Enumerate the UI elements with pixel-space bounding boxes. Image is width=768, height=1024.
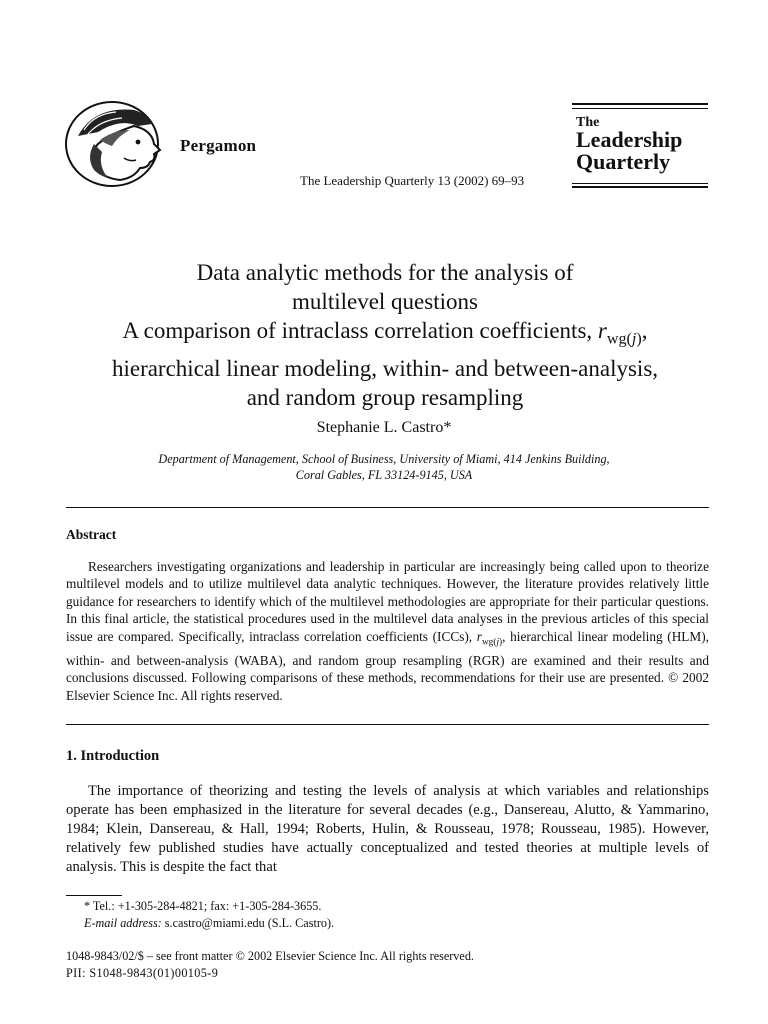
article-title [40, 258, 730, 412]
abstract-rwg-symbol: r [476, 628, 482, 644]
footnote-rule [66, 895, 122, 896]
title-rwg-subscript: wg( [606, 330, 632, 348]
introduction-text: The importance of theorizing and testing the levels of analysis at which variables and relationships operate has been emphasized in the literature for several decades (e.g., Dansereau, Alutto, & Yammarino, 1984; Klein, Dansereau, & Hall, 1994; Roberts, Hulin, & Rousseau, 1978; Rousseau, 1985). However, relatively few published studies have actually conceptualized and tested theories at multiple levels of analysis. This is despite the fact that [66, 783, 709, 875]
pii-line: PII: S1048-9843(01)00105-9 [66, 966, 219, 980]
abstract-heading: Abstract [66, 527, 117, 542]
masthead-rule-top [572, 103, 708, 105]
abstract-rwg-subscript-j: j [496, 637, 500, 648]
divider-bottom [66, 724, 709, 725]
masthead-leadership: Leadership [576, 127, 683, 152]
masthead-quarterly: Quarterly [576, 149, 671, 174]
affiliation-line-2: Coral Gables, FL 33124-9145, USA [295, 468, 473, 482]
masthead-rule-top-thin [572, 108, 708, 109]
publisher-name: Pergamon [180, 136, 257, 155]
title-line-1: Data analytic methods for the analysis of [196, 260, 574, 285]
affiliation-line-1: Department of Management, School of Business, University of Miami, 414 Jenkins Building, [158, 452, 610, 466]
abstract-text [66, 558, 709, 704]
title-line-3-comma: , [641, 318, 648, 343]
abstract-rwg-subscript: wg( [481, 637, 497, 648]
pergamon-athena-head-icon [64, 100, 176, 188]
journal-citation: The Leadership Quarterly 13 (2002) 69–93 [300, 173, 525, 188]
section-heading-introduction: 1. Introduction [66, 748, 160, 764]
journal-masthead [572, 103, 708, 189]
title-rwg-symbol: r [597, 318, 607, 343]
author-name: Stephanie L. Castro* [316, 419, 452, 436]
title-line-4: hierarchical linear modeling, within- and between-analysis, [111, 355, 659, 381]
footnote-contact: * Tel.: +1-305-284-4821; fax: +1-305-284-3655. [84, 899, 322, 913]
email-address: s.castro@miami.edu (S.L. Castro). [161, 916, 335, 930]
title-rwg-subscript-close: ) [636, 330, 642, 348]
title-rwg-subscript-j: j [631, 330, 637, 348]
divider-top [66, 507, 709, 508]
front-matter-line: 1048-9843/02/$ – see front matter © 2002 Elsevier Science Inc. All rights reserved. [66, 949, 474, 963]
abstract-rwg-subscript-close: ) [499, 637, 503, 648]
title-line-2: multilevel questions [292, 289, 478, 314]
masthead-rule-bottom [572, 186, 708, 188]
masthead-the: The [576, 115, 600, 130]
abstract-text-part-1: Researchers investigating organizations and leadership in particular are increasingly being called upon to theorize multilevel models and to utilize multilevel data analytic techniques. However, the literature provides relatively little guidance for researchers to identify which of the multilevel methodologies are appropriate for their particular questions. In this final article, the statistical procedures used in the multilevel data analyses in the previous articles of this special issue are compared. Specifically, intraclass correlation coefficients (ICCs), [66, 559, 709, 644]
masthead-rule-bottom-thin [572, 183, 708, 184]
email-label: E-mail address: [84, 916, 162, 930]
footnote-email [84, 916, 334, 931]
title-line-3 [40, 316, 730, 354]
title-line-3-text: A comparison of intraclass correlation coefficients, [122, 318, 598, 343]
abstract-text-part-2: , hierarchical linear modeling (HLM), within- and between-analysis (WABA), and random group resampling (RGR) are examined and their results and conclusions discussed. Following comparisons of these methods, recommendations for their use are presented. © 2002 Elsevier Science Inc. All rights reserved. [66, 628, 710, 703]
title-line-5: and random group resampling [246, 384, 524, 410]
author-affiliation [40, 451, 728, 483]
